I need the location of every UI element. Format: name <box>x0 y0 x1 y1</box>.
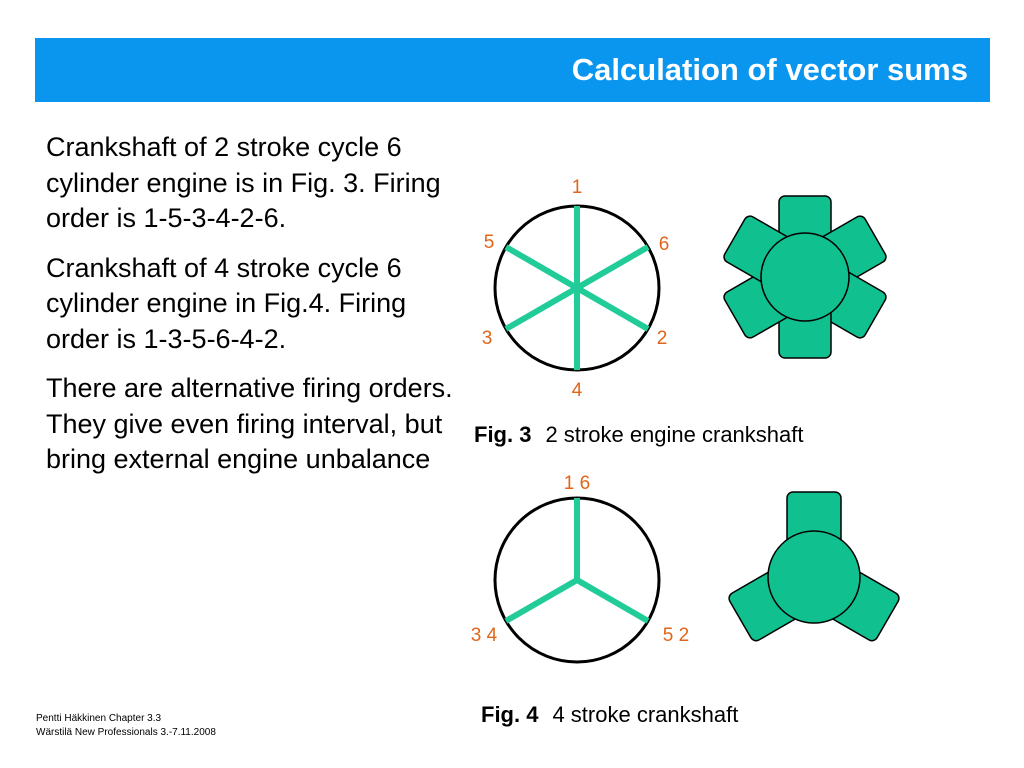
crank-throw <box>577 288 648 329</box>
footer <box>36 712 216 740</box>
footer-line: Wärstilä New Professionals 3.-7.11.2008 <box>36 727 216 738</box>
crank-throw <box>577 247 648 288</box>
crank-throw <box>506 288 577 329</box>
crank-throw <box>506 580 577 621</box>
paragraph: There are alternative firing orders. They give even firing interval, but bring external engine unbalance <box>46 373 453 474</box>
fig3-label: 2 <box>656 328 668 349</box>
fig3-label: 6 <box>658 234 670 255</box>
fig4-crankshaft-shape <box>727 492 901 643</box>
fig4-label: 1 6 <box>563 473 591 494</box>
fig3-label: 4 <box>571 380 583 401</box>
fig3-crank-diagram <box>482 177 670 401</box>
crank-throw <box>577 580 648 621</box>
paragraph: Crankshaft of 4 stroke cycle 6 cylinder engine in Fig.4. Firing order is 1-3-5-6-4-2. <box>46 252 407 354</box>
fig4-crank-diagram <box>471 473 689 662</box>
fig4-caption-text: 4 stroke crankshaft <box>552 702 739 727</box>
fig3-label: 3 <box>481 328 493 349</box>
fig4-label: 3 4 <box>470 625 498 646</box>
fig3-caption <box>474 422 804 448</box>
fig4-caption <box>481 702 738 728</box>
fig3-label: 5 <box>483 232 495 253</box>
paragraph: Crankshaft of 2 stroke cycle 6 cylinder engine is in Fig. 3. Firing order is 1-5-3-4-2-6. <box>46 132 441 233</box>
fig4-label: 5 2 <box>662 625 690 646</box>
fig3-caption-label: Fig. 3 <box>474 422 532 447</box>
slide-title: Calculation of vector sums <box>571 52 968 87</box>
footer-line: Pentti Häkkinen Chapter 3.3 <box>36 713 162 724</box>
fig3-label: 1 <box>571 177 583 198</box>
crank-throw <box>506 247 577 288</box>
fig3-caption-text: 2 stroke engine crankshaft <box>545 422 804 447</box>
fig3-crank-throws <box>506 206 648 370</box>
fig4-caption-label: Fig. 4 <box>481 702 539 727</box>
fig3-crankshaft-shape <box>722 196 888 358</box>
